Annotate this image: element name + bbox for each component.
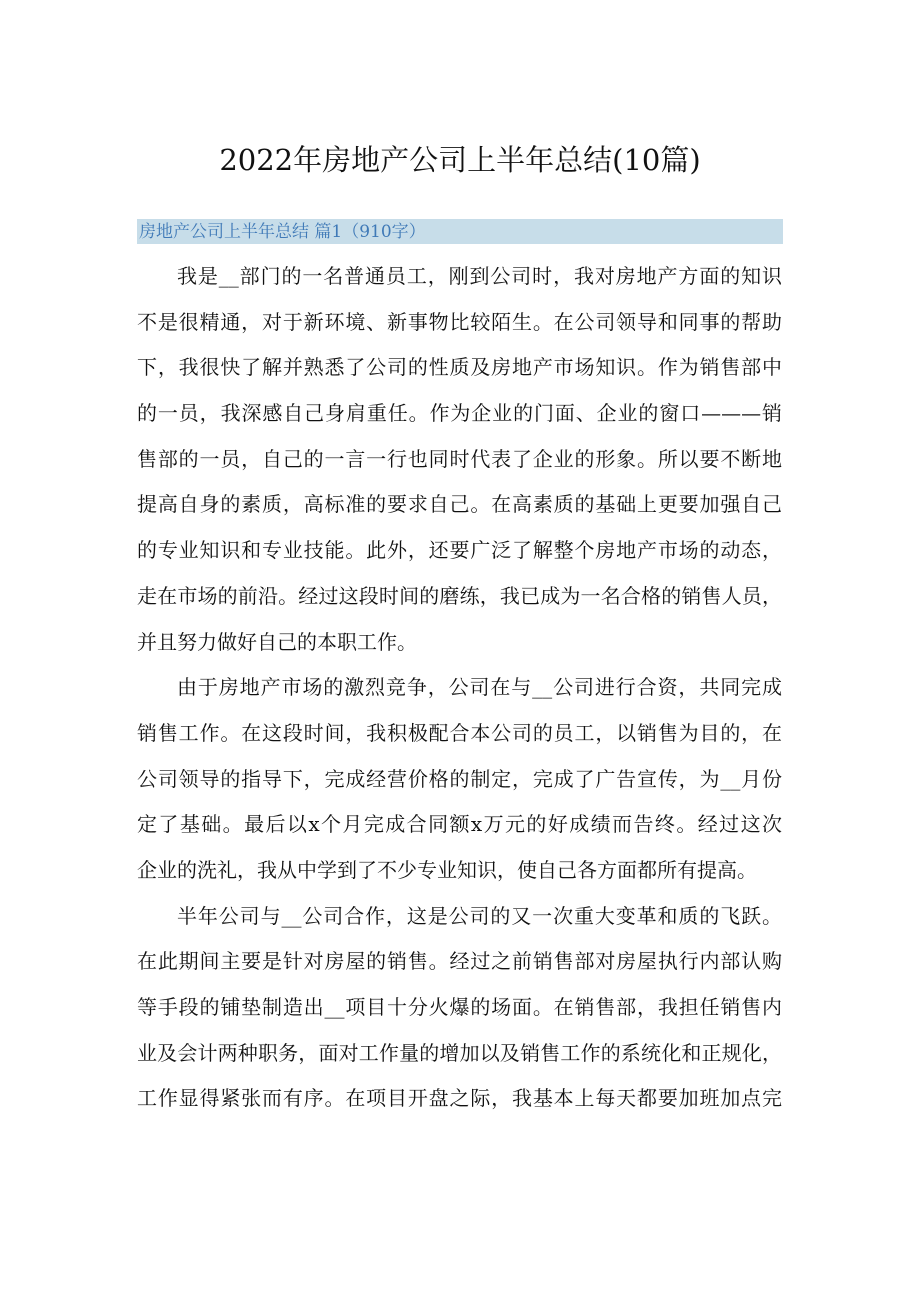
paragraph-3 [137, 894, 782, 1122]
text-line: 公司领导的指导下，完成经营价格的制定，完成了广告宣传，为__月份 [137, 766, 782, 791]
text-line: 企业的洗礼，我从中学到了不少专业知识，使自己各方面都所有提高。 [137, 857, 757, 882]
text-line: 并且努力做好自己的本职工作。 [137, 629, 417, 654]
text-line: 由于房地产市场的激烈竞争，公司在与__公司进行合资，共同完成 [177, 675, 782, 700]
document-title: 2022年房地产公司上半年总结(10篇) [219, 143, 701, 177]
text-line: 的专业知识和专业技能。此外，还要广泛了解整个房地产市场的动态， [137, 538, 782, 563]
text-line: 不是很精通，对于新环境、新事物比较陌生。在公司领导和同事的帮助 [137, 309, 782, 334]
text-line: 的一员，我深感自己身肩重任。作为企业的门面、企业的窗口———销 [137, 401, 782, 426]
text-line: 等手段的铺垫制造出__项目十分火爆的场面。在销售部，我担任销售内 [137, 995, 782, 1019]
text-line: 我是__部门的一名普通员工，刚到公司时，我对房地产方面的知识 [177, 264, 782, 288]
text-line: 业及会计两种职务，面对工作量的增加以及销售工作的系统化和正规化， [137, 1040, 782, 1065]
text-line: 定了基础。最后以x个月完成合同额x万元的好成绩而告终。经过这次 [137, 812, 782, 837]
section-heading: 房地产公司上半年总结 篇1（910字） [139, 222, 426, 242]
text-line: 下，我很快了解并熟悉了公司的性质及房地产市场知识。作为销售部中 [137, 355, 782, 380]
document-body [137, 254, 782, 1122]
text-line: 走在市场的前沿。经过这段时间的磨练，我已成为一名合格的销售人员， [137, 583, 782, 608]
text-line: 工作显得紧张而有序。在项目开盘之际，我基本上每天都要加班加点完 [137, 1086, 782, 1111]
text-line: 销售工作。在这段时间，我积极配合本公司的员工，以销售为目的，在 [137, 720, 782, 745]
text-line: 提高自身的素质，高标准的要求自己。在高素质的基础上更要加强自己 [137, 492, 782, 517]
text-line: 在此期间主要是针对房屋的销售。经过之前销售部对房屋执行内部认购 [137, 949, 782, 974]
paragraph-2 [137, 665, 782, 893]
text-line: 半年公司与__公司合作，这是公司的又一次重大变革和质的飞跃。 [177, 903, 782, 928]
text-line: 售部的一员，自己的一言一行也同时代表了企业的形象。所以要不断地 [137, 446, 782, 471]
paragraph-1 [137, 254, 782, 665]
